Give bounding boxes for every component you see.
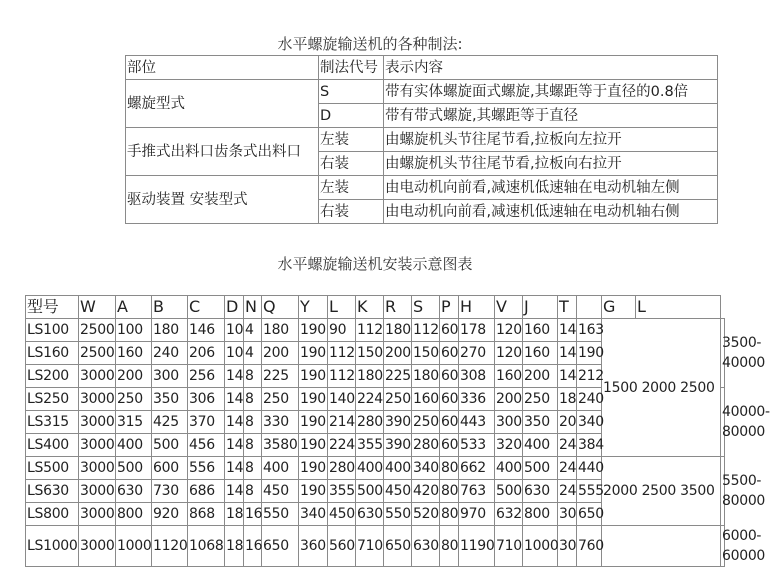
value-cell: 163 (577, 319, 602, 342)
value-cell: 560 (328, 526, 356, 567)
value-cell: 3000 (79, 503, 116, 526)
value-cell: 224 (328, 434, 356, 457)
value-cell: 420 (412, 480, 440, 503)
value-cell: 190 (299, 388, 328, 411)
value-cell: 190 (299, 457, 328, 480)
value-cell: 340 (577, 411, 602, 434)
value-cell: 400 (116, 434, 152, 457)
value-cell: 868 (188, 503, 225, 526)
header-cell: A (116, 296, 152, 319)
value-cell: 630 (412, 526, 440, 567)
value-cell: 60 (440, 365, 459, 388)
value-cell: 24 (558, 434, 577, 457)
value-cell: 14 (225, 411, 244, 434)
installation-dimensions-table (25, 295, 770, 567)
value-cell: 500 (495, 480, 523, 503)
value-cell: 14 (225, 365, 244, 388)
value-cell: 520 (412, 503, 440, 526)
value-cell: 150 (356, 342, 384, 365)
value-cell: 336 (459, 388, 495, 411)
value-cell: 8 (244, 388, 262, 411)
header-cell: R (384, 296, 412, 319)
value-cell: 18 (558, 388, 577, 411)
value-cell: 1120 (152, 526, 188, 567)
value-cell: 80 (440, 480, 459, 503)
value-cell: 250 (384, 388, 412, 411)
fabrication-methods-table (125, 55, 718, 224)
value-cell: 450 (262, 480, 299, 503)
header-cell: D (225, 296, 244, 319)
value-cell: 14 (558, 365, 577, 388)
value-cell: 160 (412, 388, 440, 411)
value-cell: 456 (188, 434, 225, 457)
header-cell: L (636, 296, 721, 319)
value-cell: 80 (440, 526, 459, 567)
value-cell: 1190 (459, 526, 495, 567)
header-cell: 制法代号 (319, 56, 384, 80)
code-cell: S (319, 80, 384, 104)
value-cell: 3000 (79, 480, 116, 503)
value-cell: 650 (577, 503, 602, 526)
value-cell: 250 (412, 411, 440, 434)
value-cell: 4 (244, 319, 262, 342)
value-cell: 8 (244, 411, 262, 434)
value-cell: 384 (577, 434, 602, 457)
value-cell: 24 (558, 457, 577, 480)
header-cell: V (495, 296, 523, 319)
value-cell: 180 (262, 319, 299, 342)
value-cell: 160 (495, 365, 523, 388)
value-cell: 60 (440, 411, 459, 434)
value-cell: 533 (459, 434, 495, 457)
desc-cell: 带有带式螺旋,其螺距等于直径 (384, 104, 718, 128)
value-cell: 662 (459, 457, 495, 480)
value-cell: 14 (225, 480, 244, 503)
model-cell: LS200 (26, 365, 79, 388)
value-cell: 190 (299, 342, 328, 365)
value-cell: 390 (384, 434, 412, 457)
value-cell: 60 (440, 434, 459, 457)
header-cell: K (356, 296, 384, 319)
value-cell: 632 (495, 503, 523, 526)
header-cell: S (412, 296, 440, 319)
value-cell: 400 (356, 457, 384, 480)
g-value-cell: 2000 2500 3500 (602, 457, 721, 526)
l-range-cell: 40000-80000 (721, 388, 725, 457)
code-cell: 左装 (319, 176, 384, 200)
value-cell: 4 (244, 342, 262, 365)
table-row (126, 128, 718, 152)
header-cell: Q (262, 296, 299, 319)
value-cell: 500 (523, 457, 558, 480)
value-cell: 300 (152, 365, 188, 388)
value-cell: 970 (459, 503, 495, 526)
g-empty-cell (602, 526, 721, 567)
value-cell: 60 (440, 342, 459, 365)
value-cell: 425 (152, 411, 188, 434)
value-cell: 270 (459, 342, 495, 365)
value-cell: 250 (116, 388, 152, 411)
value-cell: 600 (152, 457, 188, 480)
value-cell: 190 (299, 411, 328, 434)
value-cell: 190 (299, 319, 328, 342)
value-cell: 180 (356, 365, 384, 388)
value-cell: 8 (244, 457, 262, 480)
value-cell: 90 (328, 319, 356, 342)
value-cell: 180 (152, 319, 188, 342)
value-cell: 60 (440, 388, 459, 411)
value-cell: 10 (225, 342, 244, 365)
value-cell: 14 (558, 342, 577, 365)
header-spacer-cell (577, 296, 602, 319)
value-cell: 330 (262, 411, 299, 434)
value-cell: 400 (495, 457, 523, 480)
value-cell: 400 (262, 457, 299, 480)
value-cell: 200 (384, 342, 412, 365)
value-cell: 180 (384, 319, 412, 342)
value-cell: 315 (116, 411, 152, 434)
value-cell: 24 (558, 480, 577, 503)
value-cell: 450 (328, 503, 356, 526)
l-range-cell: 6000-60000 (721, 526, 725, 567)
value-cell: 190 (299, 480, 328, 503)
table2-title: 水平螺旋输送机安装示意图表 (277, 255, 473, 273)
header-cell: H (459, 296, 495, 319)
value-cell: 256 (188, 365, 225, 388)
value-cell: 112 (412, 319, 440, 342)
value-cell: 308 (459, 365, 495, 388)
value-cell: 443 (459, 411, 495, 434)
value-cell: 1000 (116, 526, 152, 567)
header-cell: G (602, 296, 636, 319)
value-cell: 730 (152, 480, 188, 503)
value-cell: 280 (412, 434, 440, 457)
value-cell: 214 (328, 411, 356, 434)
model-cell: LS400 (26, 434, 79, 457)
value-cell: 3000 (79, 365, 116, 388)
value-cell: 200 (523, 365, 558, 388)
value-cell: 112 (356, 319, 384, 342)
value-cell: 500 (152, 434, 188, 457)
value-cell: 200 (262, 342, 299, 365)
value-cell: 8 (244, 434, 262, 457)
header-cell: N (244, 296, 262, 319)
part-cell: 驱动装置 安装型式 (126, 176, 319, 224)
value-cell: 200 (116, 365, 152, 388)
value-cell: 200 (495, 388, 523, 411)
value-cell: 120 (495, 319, 523, 342)
value-cell: 3000 (79, 434, 116, 457)
value-cell: 555 (577, 480, 602, 503)
value-cell: 500 (116, 457, 152, 480)
model-cell: LS630 (26, 480, 79, 503)
value-cell: 60 (440, 319, 459, 342)
value-cell: 2500 (79, 342, 116, 365)
value-cell: 630 (116, 480, 152, 503)
value-cell: 14 (225, 457, 244, 480)
table-header-row (26, 296, 725, 319)
value-cell: 320 (495, 434, 523, 457)
model-cell: LS315 (26, 411, 79, 434)
value-cell: 650 (262, 526, 299, 567)
table-row (26, 457, 725, 480)
value-cell: 650 (384, 526, 412, 567)
value-cell: 250 (262, 388, 299, 411)
value-cell: 224 (356, 388, 384, 411)
l-range-cell: 3500-40000 (721, 319, 725, 388)
value-cell: 350 (152, 388, 188, 411)
value-cell: 160 (523, 342, 558, 365)
value-cell: 112 (328, 365, 356, 388)
part-cell: 手推式出料口齿条式出料口 (126, 128, 319, 176)
value-cell: 360 (299, 526, 328, 567)
value-cell: 160 (116, 342, 152, 365)
model-cell: LS250 (26, 388, 79, 411)
value-cell: 3000 (79, 526, 116, 567)
header-cell: L (328, 296, 356, 319)
value-cell: 212 (577, 365, 602, 388)
value-cell: 400 (523, 434, 558, 457)
header-cell: C (188, 296, 225, 319)
value-cell: 120 (495, 342, 523, 365)
desc-cell: 由电动机向前看,减速机低速轴在电动机轴右侧 (384, 200, 718, 224)
value-cell: 20 (558, 411, 577, 434)
table-row (126, 80, 718, 104)
header-cell: 表示内容 (384, 56, 718, 80)
value-cell: 3580 (262, 434, 299, 457)
header-cell: 型号 (26, 296, 79, 319)
value-cell: 550 (262, 503, 299, 526)
value-cell: 80 (440, 457, 459, 480)
value-cell: 240 (577, 388, 602, 411)
code-cell: D (319, 104, 384, 128)
value-cell: 340 (299, 503, 328, 526)
model-cell: LS800 (26, 503, 79, 526)
table-row (26, 526, 725, 567)
value-cell: 206 (188, 342, 225, 365)
table-row (126, 176, 718, 200)
value-cell: 370 (188, 411, 225, 434)
value-cell: 355 (328, 480, 356, 503)
value-cell: 800 (116, 503, 152, 526)
value-cell: 710 (495, 526, 523, 567)
value-cell: 630 (523, 480, 558, 503)
value-cell: 300 (495, 411, 523, 434)
value-cell: 450 (384, 480, 412, 503)
value-cell: 190 (577, 342, 602, 365)
value-cell: 500 (356, 480, 384, 503)
value-cell: 550 (384, 503, 412, 526)
desc-cell: 由电动机向前看,减速机低速轴在电动机轴左侧 (384, 176, 718, 200)
value-cell: 920 (152, 503, 188, 526)
value-cell: 280 (356, 411, 384, 434)
value-cell: 355 (356, 434, 384, 457)
value-cell: 8 (244, 365, 262, 388)
value-cell: 112 (328, 342, 356, 365)
header-cell: W (79, 296, 116, 319)
header-cell: Y (299, 296, 328, 319)
value-cell: 1000 (523, 526, 558, 567)
model-cell: LS1000 (26, 526, 79, 567)
value-cell: 240 (152, 342, 188, 365)
value-cell: 630 (356, 503, 384, 526)
value-cell: 150 (412, 342, 440, 365)
value-cell: 250 (523, 388, 558, 411)
value-cell: 8 (244, 480, 262, 503)
value-cell: 14 (225, 388, 244, 411)
value-cell: 160 (523, 319, 558, 342)
value-cell: 2500 (79, 319, 116, 342)
value-cell: 1068 (188, 526, 225, 567)
value-cell: 18 (225, 503, 244, 526)
value-cell: 340 (412, 457, 440, 480)
value-cell: 140 (328, 388, 356, 411)
value-cell: 350 (523, 411, 558, 434)
model-cell: LS500 (26, 457, 79, 480)
value-cell: 760 (577, 526, 602, 567)
value-cell: 16 (244, 503, 262, 526)
g-value-cell: 1500 2000 2500 (602, 319, 721, 457)
value-cell: 30 (558, 503, 577, 526)
value-cell: 10 (225, 319, 244, 342)
header-cell: P (440, 296, 459, 319)
code-cell: 右装 (319, 152, 384, 176)
value-cell: 3000 (79, 457, 116, 480)
value-cell: 30 (558, 526, 577, 567)
value-cell: 190 (299, 434, 328, 457)
part-cell: 螺旋型式 (126, 80, 319, 128)
l-range-cell: 5500-80000 (721, 457, 725, 526)
header-cell: B (152, 296, 188, 319)
model-cell: LS100 (26, 319, 79, 342)
value-cell: 190 (299, 365, 328, 388)
value-cell: 178 (459, 319, 495, 342)
value-cell: 800 (523, 503, 558, 526)
desc-cell: 由螺旋机头节往尾节看,拉板向右拉开 (384, 152, 718, 176)
value-cell: 400 (384, 457, 412, 480)
value-cell: 80 (440, 503, 459, 526)
value-cell: 3000 (79, 411, 116, 434)
header-cell: J (523, 296, 558, 319)
value-cell: 3000 (79, 388, 116, 411)
table-header-row (126, 56, 718, 80)
value-cell: 280 (328, 457, 356, 480)
value-cell: 180 (412, 365, 440, 388)
code-cell: 右装 (319, 200, 384, 224)
desc-cell: 由螺旋机头节往尾节看,拉板向左拉开 (384, 128, 718, 152)
value-cell: 710 (356, 526, 384, 567)
value-cell: 225 (384, 365, 412, 388)
value-cell: 306 (188, 388, 225, 411)
value-cell: 556 (188, 457, 225, 480)
table1-title: 水平螺旋输送机的各种制法: (277, 35, 463, 53)
value-cell: 225 (262, 365, 299, 388)
value-cell: 146 (188, 319, 225, 342)
value-cell: 440 (577, 457, 602, 480)
desc-cell: 带有实体螺旋面式螺旋,其螺距等于直径的0.8倍 (384, 80, 718, 104)
value-cell: 14 (225, 434, 244, 457)
value-cell: 14 (558, 319, 577, 342)
code-cell: 左装 (319, 128, 384, 152)
value-cell: 686 (188, 480, 225, 503)
value-cell: 16 (244, 526, 262, 567)
value-cell: 763 (459, 480, 495, 503)
value-cell: 18 (225, 526, 244, 567)
value-cell: 100 (116, 319, 152, 342)
header-cell: 部位 (126, 56, 319, 80)
header-cell: T (558, 296, 577, 319)
table-row (26, 319, 725, 342)
value-cell: 390 (384, 411, 412, 434)
model-cell: LS160 (26, 342, 79, 365)
